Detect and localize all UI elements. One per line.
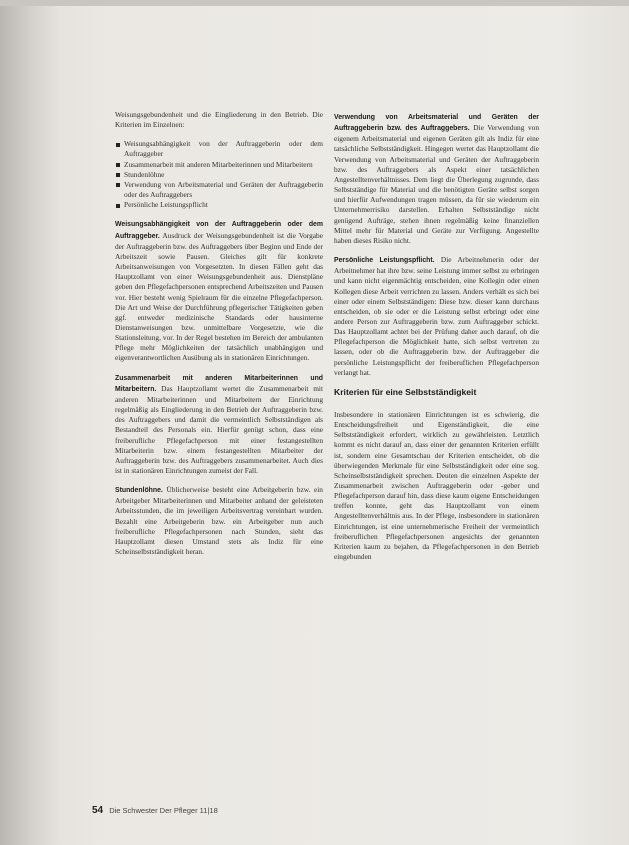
section-text: Ausdruck der Weisungsgebundenheit ist die Vorgabe der Auftraggeberin bzw. des Auftraggebers über Beginn und Ende der Arbeitszeit sowie Pausen. Gleiches gilt für konkrete Arbeitsanweisungen von Vorgesetzten. In diesen Fällen geht das Hauptzollamt von einer Weisungsgebundenheit aus. Dienstpläne geben den Pflegefachpersonen entsprechend Arbeitszeiten und Pausen vor. Hier besteht wenig Spielraum für die einzelne Pflegefachperson. Die Art und Weise der Durchführung pflegerischer Tätigkeiten geben ggf. entweder medizinische Standards oder hausinterne Dienstanweisungen bzw. unmittelbare Vorgesetzte, wie die Stationsleitung, vor. In der Regel bestehen im Bereich der ambulanten Pflege mehr Möglichkeiten der tatsächlich unabhängigen und eigenverantwortlichen Ausübung als in stationären Einrichtungen. — [115, 230, 323, 363]
criteria-item: Persönliche Leistungspflicht — [115, 200, 323, 210]
section-lead: Weisungsabhängigkeit von der Auftraggeberin oder dem Auftraggeber. — [115, 221, 323, 240]
page-footer — [92, 805, 218, 816]
page-number: 54 — [92, 805, 104, 816]
page-edge — [0, 0, 629, 6]
closing-paragraph: Insbesondere in stationären Einrichtungen ist es schwierig, die Entscheidungsfreiheit und Eigenständigkeit, die eine Selbstständigkeit erfordert, wirklich zu gewährleisten. Letztlich kommt es nicht darauf an, dass einer der genannten Kriterien erfüllt ist, sondern eine Gesamtschau der Kriterien entscheidet, ob die überwiegenden Merkmale für eine Selbstständigkeit oder eine sog. Scheinselbstständigkeit sprechen. Deuten die einzelnen Aspekte der Zusammenarbeit zwischen Auftraggeberin oder -geber und Pflegefachperson darauf hin, dass diese kaum eigene Entscheidungen treffen konnte, geht das Hauptzollamt von einem Angestelltenverhältnis aus. In der Pflege, insbesondere in stationären Einrichtungen, ist eine unternehmerische Freiheit der vermeintlich freiberuflichen Pflegefachpersonen angesichts der genannten Kriterien kaum zu bejahen, da Pflegefachpersonen in den Betrieb eingebunden — [334, 409, 539, 562]
left-column — [115, 110, 323, 566]
section-leistungspflicht — [334, 255, 539, 378]
criteria-item: Stundenlöhne — [115, 170, 323, 180]
section-arbeitsmaterial — [334, 112, 539, 246]
criteria-item: Weisungsabhängigkeit von der Auftraggeberin oder dem Auftraggeber — [115, 139, 323, 159]
section-lead: Persönliche Leistungspflicht. — [334, 257, 435, 265]
section-text: Die Arbeitnehmerin oder der Arbeitnehmer hat ihre bzw. seine Leistung immer selbst zu erbringen und kann nicht eigenmächtig entscheiden, eine Kollegin oder einen Kollegen diese Arbeit verrichten zu lassen. Anders verhält es sich bei einer oder einem Selbstständigen: Diese bzw. dieser kann durchaus entscheiden, ob sie oder er die Leistung selbst erbringt oder eine andere Person zur Auftraggeberin bzw. zum Auftraggeber schickt. Das Hauptzollamt achtet bei der Prüfung daher auch darauf, ob die Pflegefachperson die Möglichkeit hatte, sich selbst vertreten zu lassen, oder ob die Auftraggeberin bzw. der Auftraggeber die persönliche Leistungspflicht der freiberuflichen Pflegefachperson verlangt hat. — [334, 255, 539, 377]
section-stundenloehne — [115, 485, 323, 557]
section-zusammenarbeit — [115, 373, 323, 477]
section-weisung — [115, 219, 323, 363]
criteria-item: Zusammenarbeit mit anderen Mitarbeiterinnen und Mitarbeitern — [115, 160, 323, 170]
criteria-list — [115, 139, 323, 210]
section-lead: Verwendung von Arbeitsmaterial und Geräten der Auftraggeberin bzw. des Auftraggebers. — [334, 114, 539, 133]
section-heading: Kriterien für eine Selbstständigkeit — [334, 386, 477, 397]
section-lead: Zusammenarbeit mit anderen Mitarbeiterinnen und Mitarbeitern. — [115, 374, 323, 393]
criteria-item: Verwendung von Arbeitsmaterial und Geräten der Auftraggeberin oder des Auftraggebers — [115, 180, 323, 200]
publication-name: Die Schwester Der Pfleger 11|18 — [109, 806, 218, 815]
section-lead: Stundenlöhne. — [115, 487, 163, 495]
section-text: Üblicherweise besteht eine Arbeitgeberin bzw. ein Arbeitgeber Mitarbeiterinnen und Mitarbeiter anhand der geleisteten Arbeitsstunden, die im jeweiligen Arbeitsvertrag vereinbart wurden. Bezahlt eine Arbeitgeberin bzw. ein Arbeitgeber nun auch freiberufliche Pflegefachpersonen nach Stunden, sieht das Hauptzollamt diesen Umstand stets als Indiz für eine Scheinselbstständigkeit heran. — [115, 485, 323, 557]
section-text: Das Hauptzollamt wertet die Zusammenarbeit mit anderen Mitarbeiterinnen und Mitarbeitern der Einrichtung regelmäßig als Eingliederung in den Betrieb der Auftraggeberin bzw. des Auftraggebers und damit die vermeintlich Selbstständigen als Bestandteil des Personals ein. Hierfür genügt schon, dass eine freiberufliche Pflegefachperson mit einer festangestellten Mitarbeiterin bzw. einem festangestellten Mitarbeiter der Auftraggeberin bzw. des Auftraggebers zusammenarbeitet. Auch dies ist in stationären Einrichtungen zumeist der Fall. — [115, 383, 323, 475]
right-column — [334, 112, 539, 571]
intro-paragraph: Weisungsgebundenheit und die Eingliederung in den Betrieb. Die Kriterien im Einzelnen: — [115, 110, 323, 130]
section-text: Die Verwendung von eigenem Arbeitsmaterial und eigenen Geräten gilt als Indiz für eine tatsächliche Selbstständigkeit. Hingegen wertet das Hauptzollamt die Verwendung von Arbeitsmaterial und Geräten der Auftraggeberin bzw. des Auftraggebers als Aspekt einer tatsächlichen Angestelltenverhältnisses. Dem liegt die Überlegung zugrunde, dass Selbstständige für Material und die benötigten Geräte selbst sorgen und hierfür Aufwendungen tragen müssen, da für sie wiederum ein Unternehmerrisiko darstellen. Erhalten Selbstständige nicht genügend Aufträge, stehen ihnen regelmäßig keine finanziellen Mittel mehr für Material und Geräte zur Verfügung. Angestellte haben dieses Risiko nicht. — [334, 123, 539, 245]
